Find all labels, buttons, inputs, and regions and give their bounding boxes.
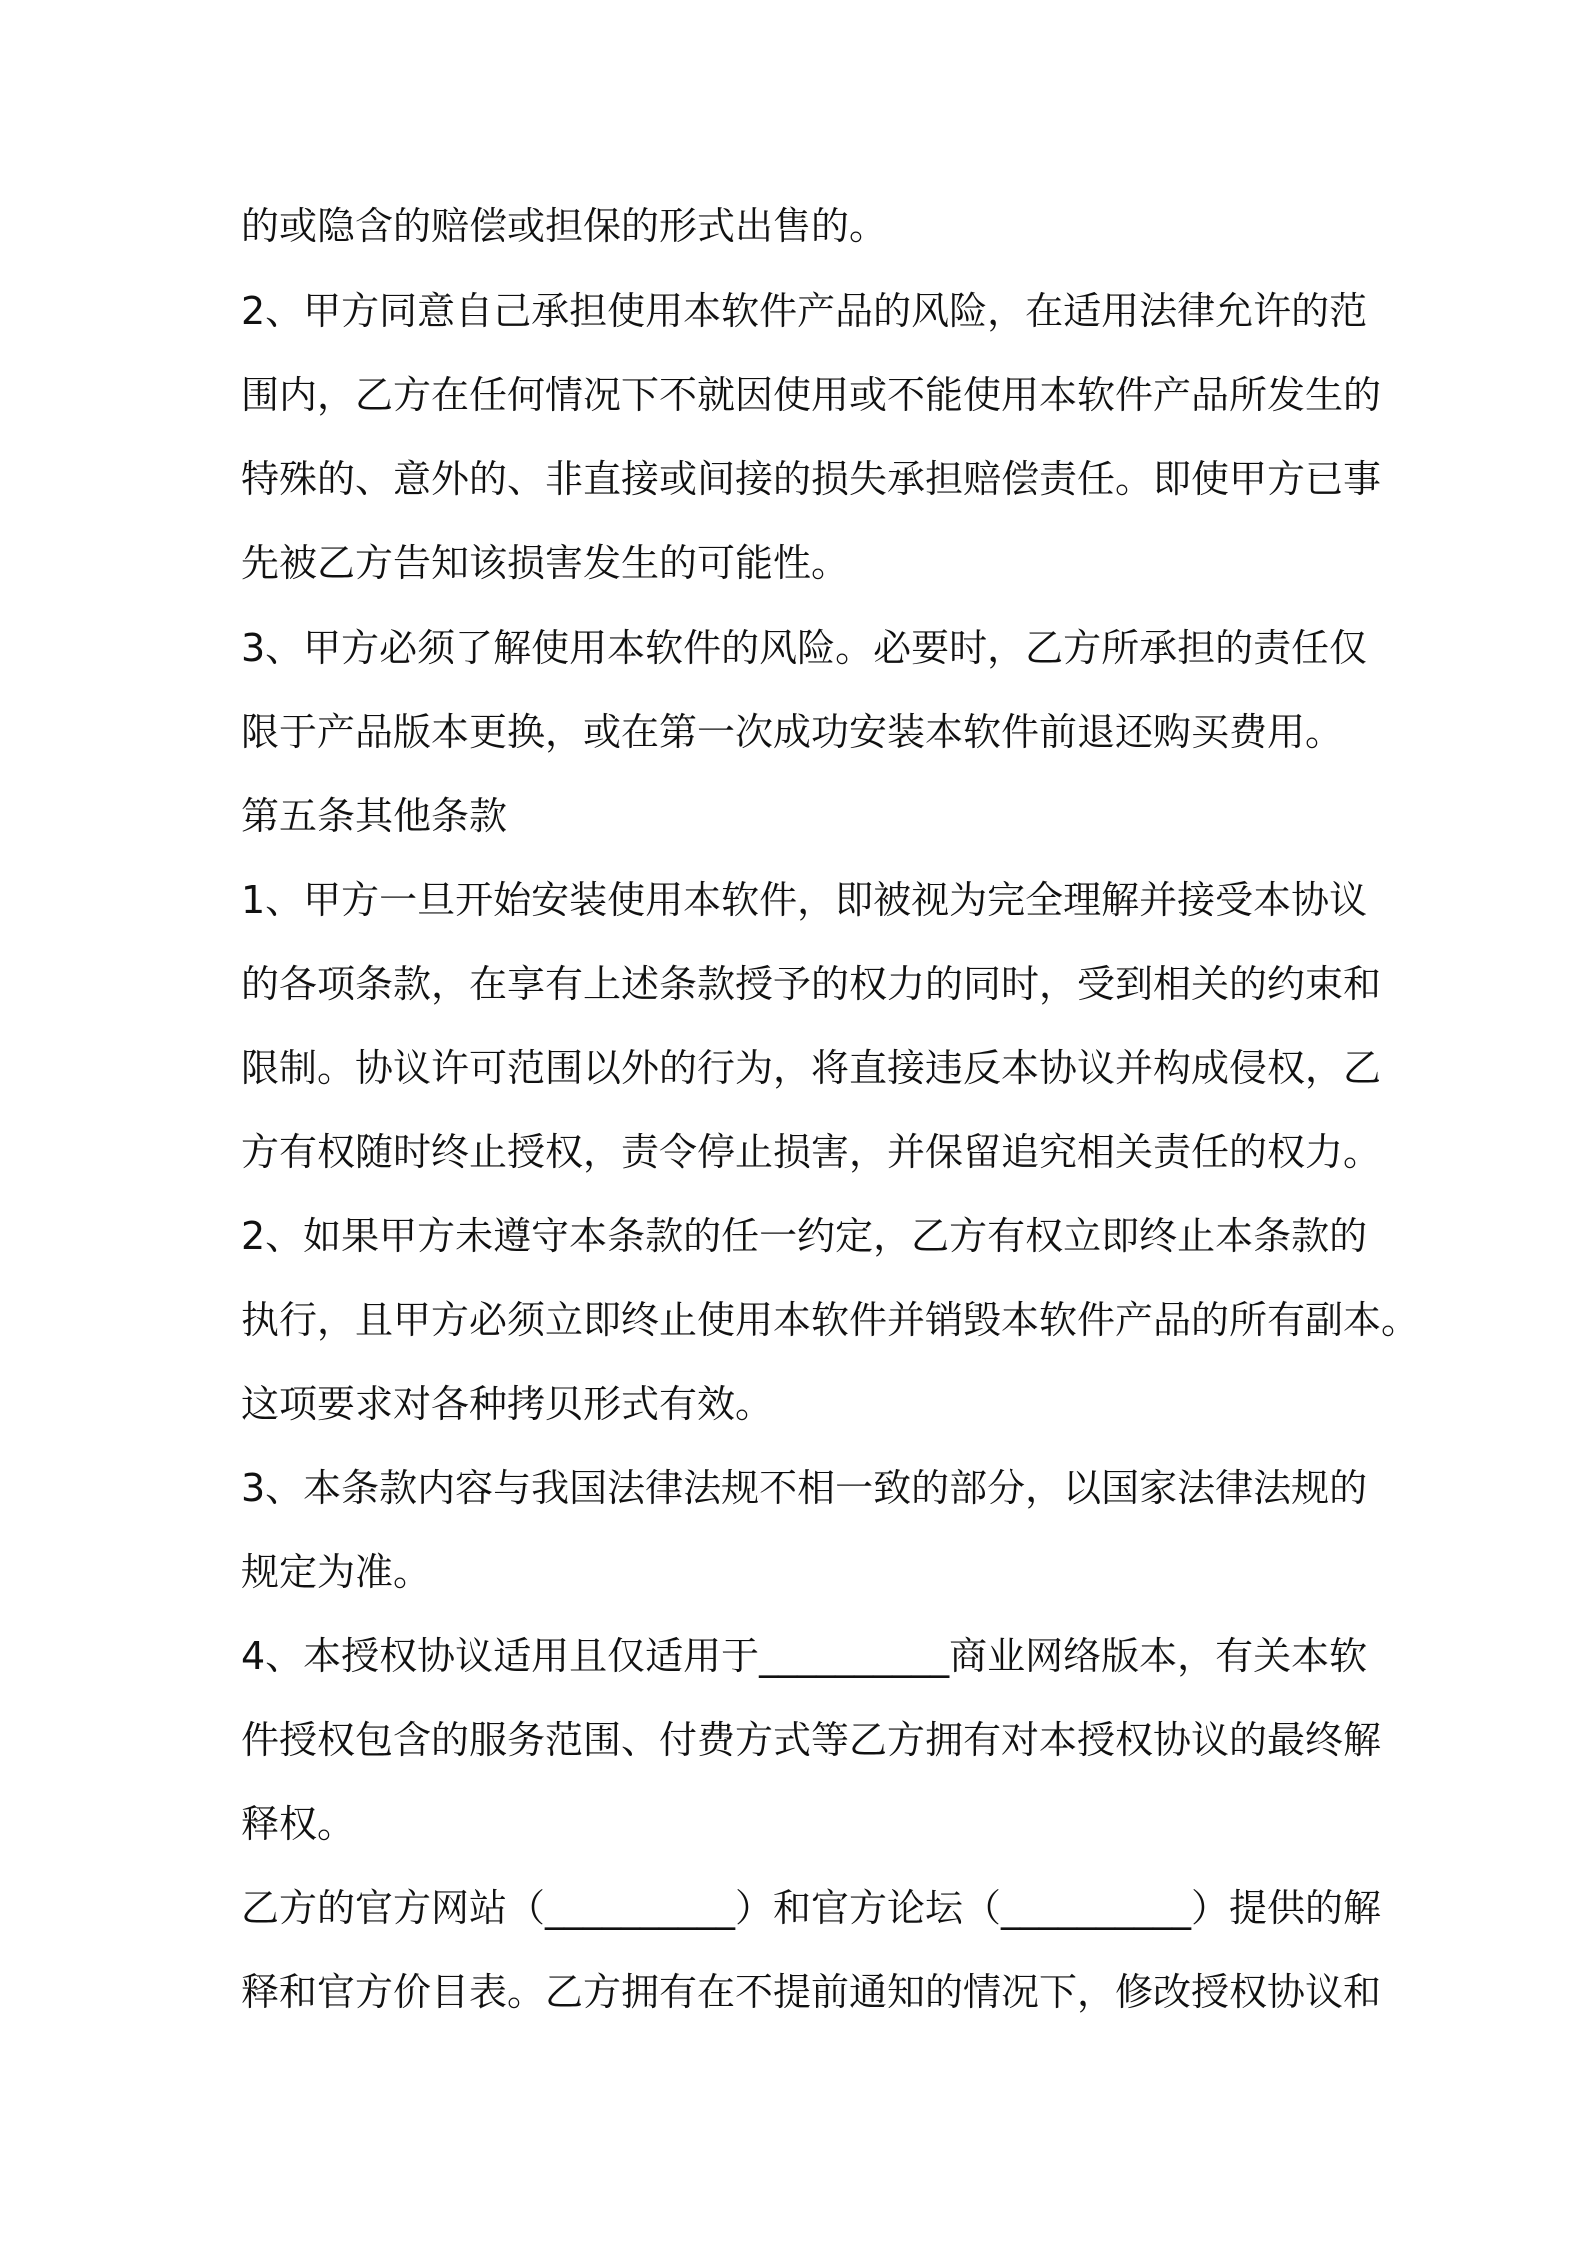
text-line: 执行，且甲方必须立即终止使用本软件并销毁本软件产品的所有副本。 [241, 1298, 1420, 1342]
text-line: 4、本授权协议适用且仅适用于__________商业网络版本，有关本软 [241, 1634, 1368, 1678]
section-heading: 第五条其他条款 [241, 794, 508, 838]
text-line: 2、甲方同意自己承担使用本软件产品的风险，在适用法律允许的范 [241, 289, 1368, 333]
text-line: 1、甲方一旦开始安装使用本软件，即被视为完全理解并接受本协议 [241, 878, 1368, 922]
text-line: 释权。 [241, 1802, 356, 1846]
text-line: 特殊的、意外的、非直接或间接的损失承担赔偿责任。即使甲方已事 [241, 457, 1382, 501]
text-line: 件授权包含的服务范围、付费方式等乙方拥有对本授权协议的最终解 [241, 1718, 1382, 1762]
text-line: 限于产品版本更换，或在第一次成功安装本软件前退还购买费用。 [241, 710, 1344, 754]
text-line: 围内，乙方在任何情况下不就因使用或不能使用本软件产品所发生的 [241, 373, 1382, 417]
text-line: 方有权随时终止授权，责令停止损害，并保留追究相关责任的权力。 [241, 1130, 1382, 1174]
text-line: 限制。协议许可范围以外的行为，将直接违反本协议并构成侵权，乙 [241, 1046, 1382, 1090]
text-line: 的各项条款，在享有上述条款授予的权力的同时，受到相关的约束和 [241, 962, 1382, 1006]
text-line: 释和官方价目表。乙方拥有在不提前通知的情况下，修改授权协议和 [241, 1970, 1382, 2014]
text-line: 这项要求对各种拷贝形式有效。 [241, 1382, 774, 1426]
text-line: 3、甲方必须了解使用本软件的风险。必要时，乙方所承担的责任仅 [241, 626, 1368, 670]
text-line: 先被乙方告知该损害发生的可能性。 [241, 541, 850, 585]
text-line: 乙方的官方网站（__________）和官方论坛（__________）提供的解 [241, 1886, 1382, 1930]
text-line: 规定为准。 [241, 1550, 432, 1594]
text-line: 2、如果甲方未遵守本条款的任一约定，乙方有权立即终止本条款的 [241, 1214, 1368, 1258]
text-line: 的或隐含的赔偿或担保的形式出售的。 [241, 204, 888, 248]
text-line: 3、本条款内容与我国法律法规不相一致的部分，以国家法律法规的 [241, 1466, 1368, 1510]
